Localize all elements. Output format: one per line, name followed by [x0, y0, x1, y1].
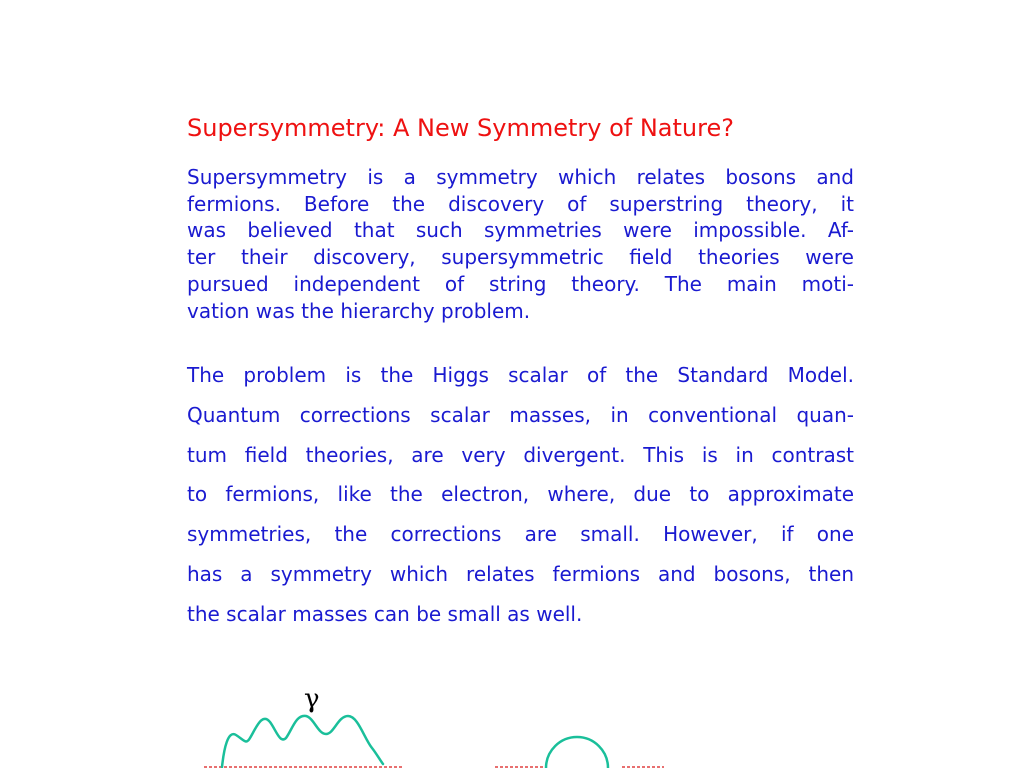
text-line: vation was the hierarchy problem.	[187, 298, 531, 323]
photon-wavy-line	[222, 716, 383, 767]
text-line: Quantum corrections scalar masses, in conventional quan-	[187, 402, 854, 427]
text-line: the scalar masses can be small as well.	[187, 601, 583, 626]
text-line: Supersymmetry is a symmetry which relates bosons and	[187, 165, 854, 189]
text-line: has a symmetry which relates fermions and bosons, then	[187, 561, 854, 586]
text-line: pursued independent of string theory. The main moti-	[187, 271, 854, 296]
text-line: The problem is the Higgs scalar of the Standard Model.	[187, 363, 854, 387]
text-line: symmetries, the corrections are small. However, if one	[187, 522, 854, 547]
text-line: fermions. Before the discovery of superstring theory, it	[187, 191, 854, 216]
loop-circle	[546, 737, 608, 768]
text-line: was believed that such symmetries were impossible. Af-	[187, 218, 854, 243]
text-line: ter their discovery, supersymmetric field theories were	[187, 245, 854, 270]
text-line: to fermions, like the electron, where, due to approximate	[187, 482, 854, 507]
photon-label: γ	[304, 684, 320, 714]
text-line: tum field theories, are very divergent. This is in contrast	[187, 442, 854, 467]
slide-title: Supersymmetry: A New Symmetry of Nature?	[187, 114, 734, 142]
